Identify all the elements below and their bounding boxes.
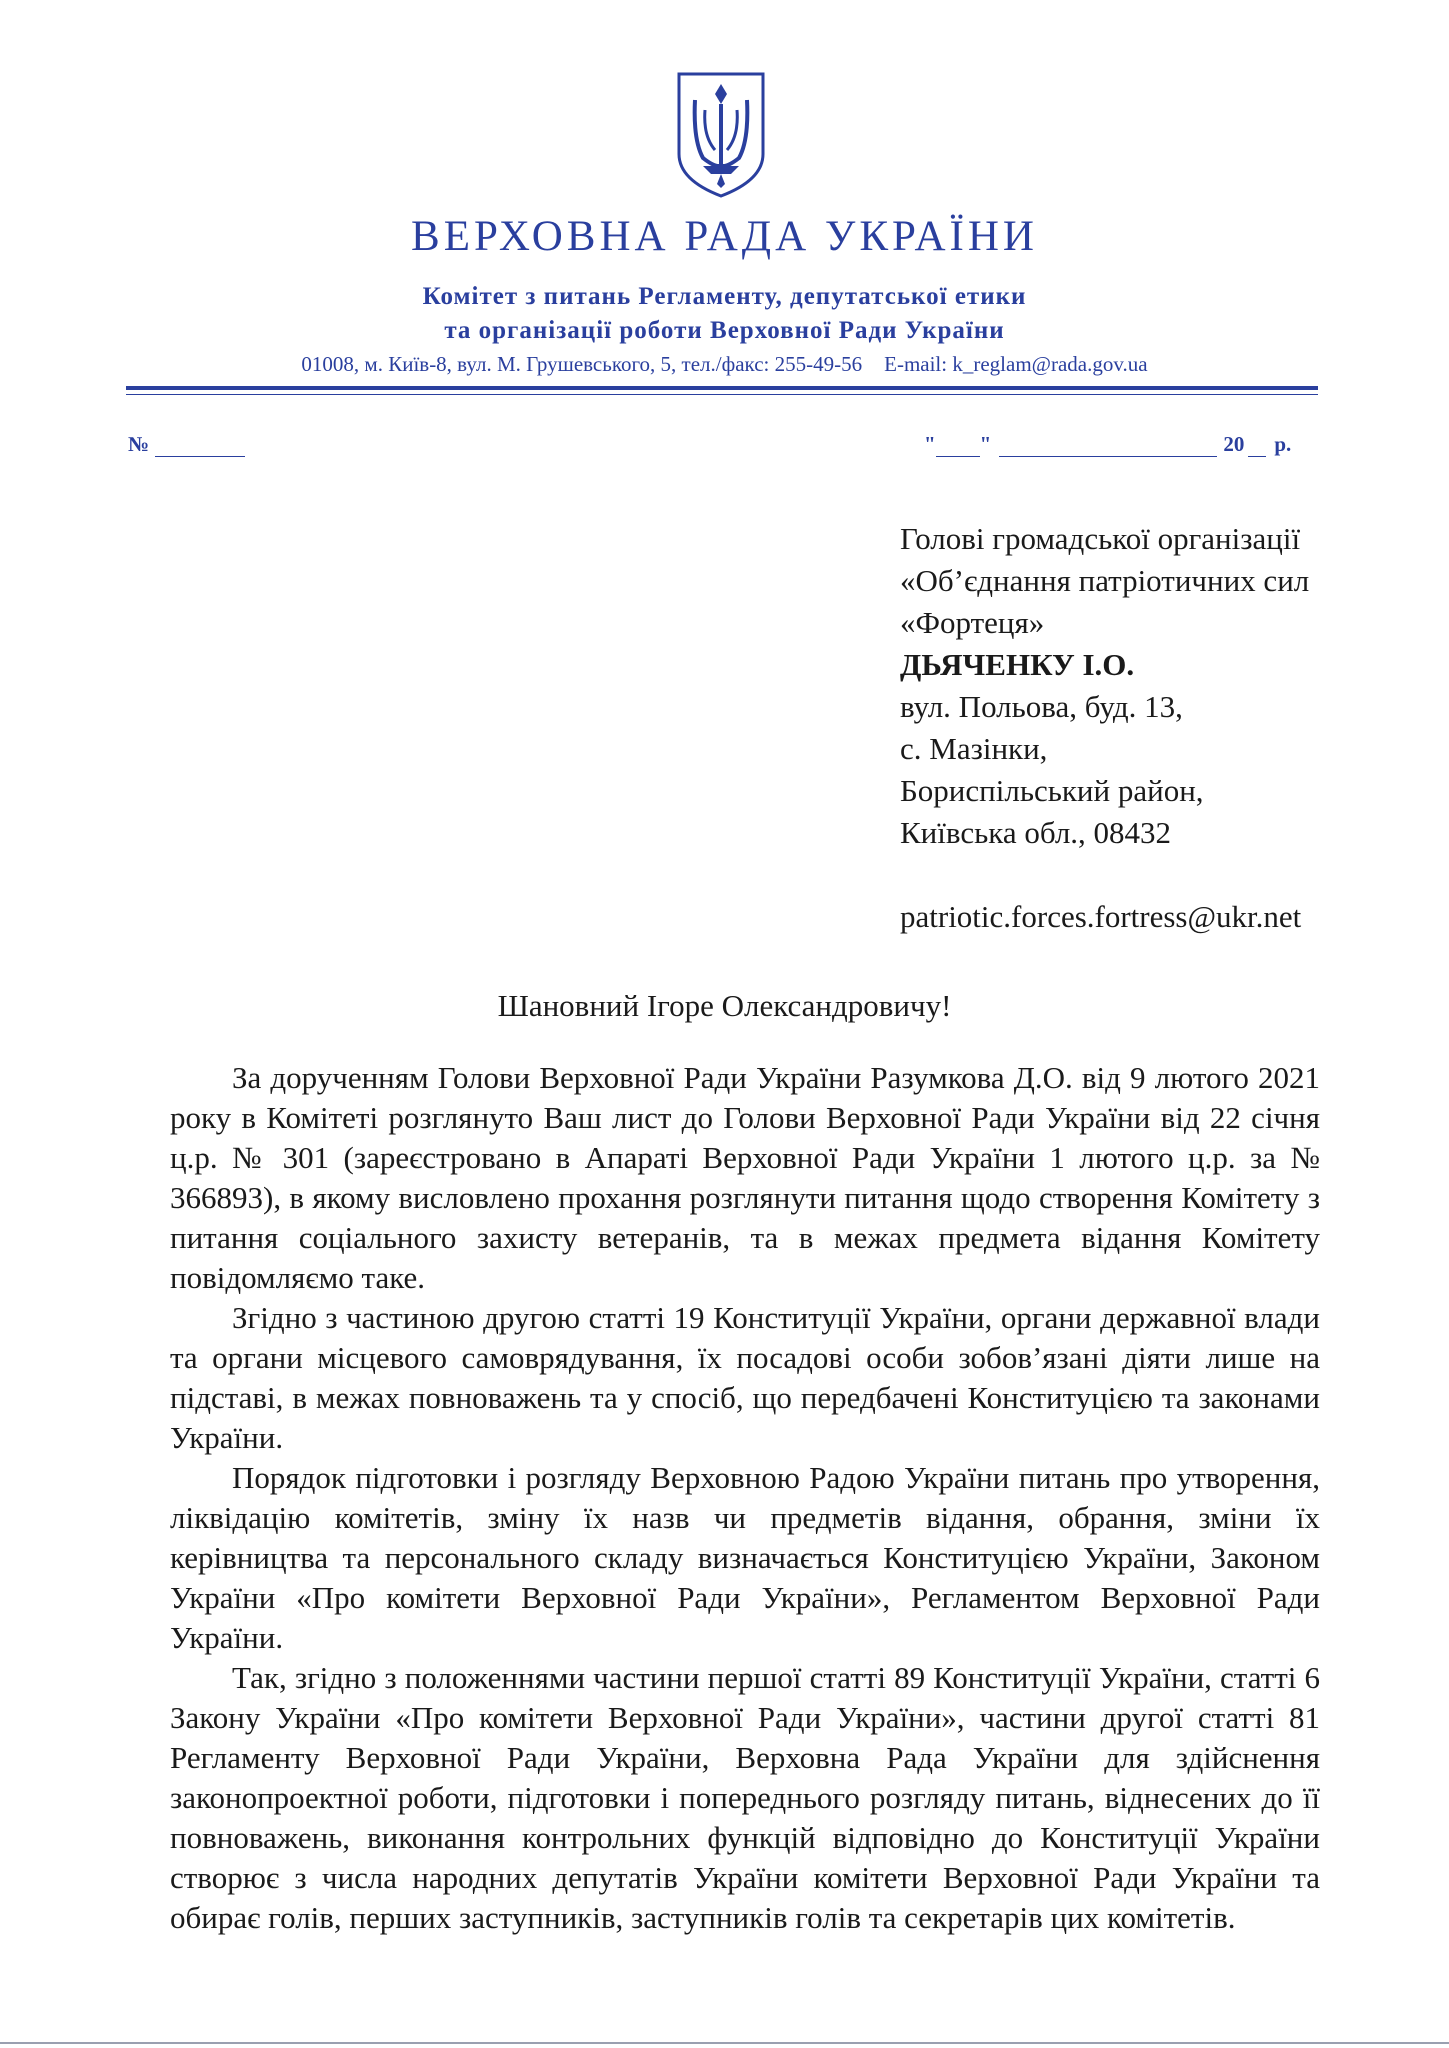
day-blank [936, 436, 980, 457]
body-paragraph: Порядок підготовки і розгляду Верховною Радою України питань про утворення, ліквідацію комітетів, зміну їх назв чи предметів відання, обрання, зміни їх керівництва та персонального складу визначається Конституцією України, Законом України «Про комітети Верховної Ради України», Регламентом Верховної Ради України. [170, 1460, 1320, 1655]
recipient-block [900, 518, 1309, 938]
recipient-name: ДЬЯЧЕНКУ І.О. [900, 647, 1135, 682]
contact-line [0, 352, 1449, 377]
body-paragraph: Згідно з частиною другою статті 19 Конституції України, органи державної влади та органи місцевого самоврядування, їх посадові особи зобов’язані діяти лише на підставі, в межах повноважень та у спосіб, що передбачені Конституцією та законами України. [170, 1300, 1320, 1455]
recipient-line1: Голові громадської організації [900, 521, 1301, 556]
scan-edge-line [0, 2042, 1449, 2044]
header-divider-thin [126, 394, 1318, 395]
committee-name-line1: Комітет з питань Регламенту, депутатської етики [422, 283, 1027, 310]
body-paragraph: За дорученням Голови Верховної Ради України Разумкова Д.О. від 9 лютого 2021 року в Комітеті розглянуто Ваш лист до Голови Верховної Ради України від 22 січня ц.р. № 301 (зареєстровано в Апараті Верховної Ради України 1 лютого ц.р. за № 366893), в якому висловлено прохання розглянути питання щодо створення Комітету з питання соціального захисту ветеранів, та в межах предмета відання Комітету повідомляємо таке. [170, 1060, 1320, 1295]
year-prefix: 20 [1223, 432, 1245, 456]
letter-body [170, 1058, 1320, 1938]
salutation: Шановний Ігоре Олександровичу! [497, 988, 952, 1023]
date-open-quote: " [924, 432, 936, 456]
contact-email: E-mail: k_reglam@rada.gov.ua [884, 352, 1148, 376]
number-label: № [128, 432, 150, 456]
recipient-village: с. Мазінки, [900, 731, 1048, 766]
committee-name [0, 280, 1449, 348]
postal-address: 01008, м. Київ-8, вул. М. Грушевського, 5, тел./факс: 255-49-56 [301, 352, 863, 376]
recipient-line3: «Фортеця» [900, 605, 1045, 640]
recipient-district: Бориспільський район, [900, 773, 1204, 808]
recipient-line2: «Об’єднання патріотичних сил [900, 563, 1310, 598]
recipient-spacer [900, 854, 1309, 896]
recipient-region: Київська обл., 08432 [900, 815, 1172, 850]
organization-title: ВЕРХОВНА РАДА УКРАЇНИ [411, 213, 1038, 260]
committee-name-line2: та організації роботи Верховної Ради України [444, 317, 1005, 344]
registration-number-field [128, 432, 245, 457]
date-close-quote: " [979, 432, 992, 456]
date-field [924, 432, 1291, 457]
year-suffix: р. [1274, 432, 1292, 456]
number-blank [155, 436, 245, 457]
header-divider [126, 386, 1318, 390]
recipient-email: patriotic.forces.fortress@ukr.net [900, 899, 1302, 934]
recipient-street: вул. Польова, буд. 13, [900, 689, 1183, 724]
month-blank [999, 436, 1217, 457]
year-blank [1248, 436, 1266, 457]
body-paragraph: Так, згідно з положеннями частини першої статті 89 Конституції України, статті 6 Закону України «Про комітети Верховної Ради України», частини другої статті 81 Регламенту Верховної Ради України, Верховна Рада України для здійснення законопроектної роботи, підготовки і попереднього розгляду питань, віднесених до її повноважень, виконання контрольних функцій відповідно до Конституції України створює з числа народних депутатів України комітети Верховної Ради України та обирає голів, перших заступників, заступників голів та секретарів цих комітетів. [170, 1660, 1320, 1935]
coat-of-arms-trident-icon [675, 70, 767, 200]
